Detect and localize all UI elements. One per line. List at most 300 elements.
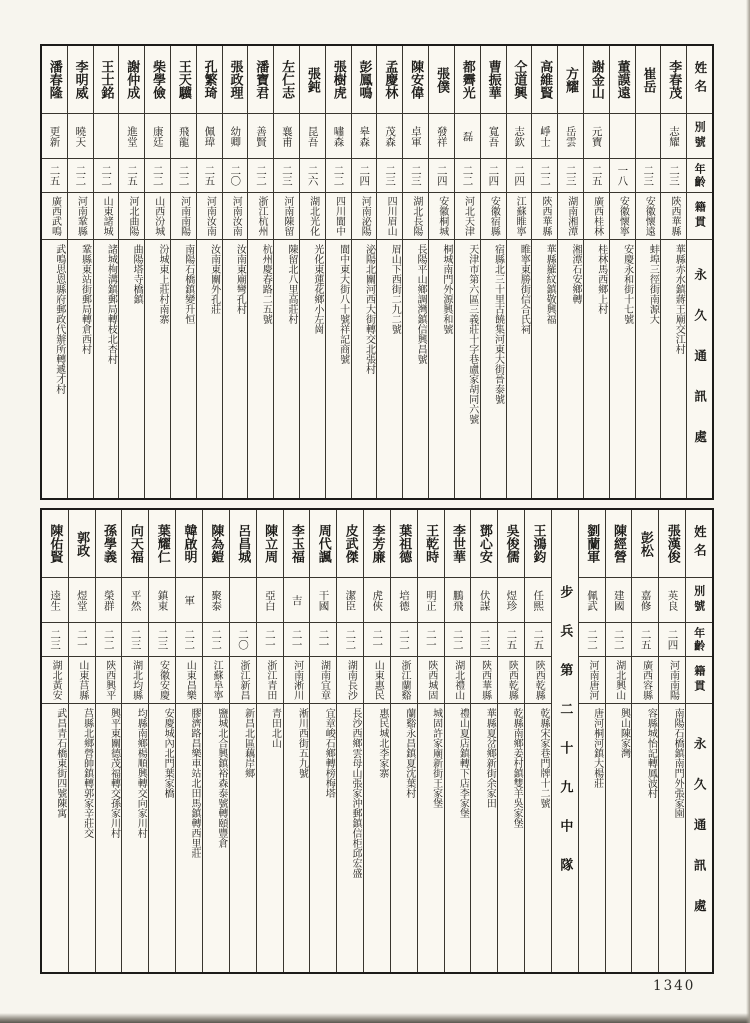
- address-cell: 均縣南鄉楊順興轉交向家川村: [135, 708, 147, 838]
- unit-divider-column: [551, 510, 578, 972]
- entry-column: [351, 46, 377, 498]
- origin-cell: 浙江青田: [257, 657, 283, 704]
- alias-cell: 寬吾: [481, 114, 506, 159]
- address-cell: 武昌青石橋東街四號陳寓: [54, 708, 66, 818]
- header-name-label: 姓名: [686, 510, 712, 578]
- register-table-bottom: [40, 508, 714, 974]
- address-cell: 南陽石橋鎮南門外張家園: [672, 708, 684, 818]
- alias-cell: 虎俠: [364, 578, 390, 623]
- address-cell: 蚌埠三徑街南源大: [647, 244, 659, 324]
- age-cell: 二二: [391, 623, 417, 657]
- entry-column: [68, 510, 95, 972]
- alias-cell: [94, 114, 119, 159]
- alias-cell: 佩武: [579, 578, 605, 623]
- alias-cell: 發祥: [429, 114, 454, 159]
- name-cell: 高維賢: [532, 46, 557, 114]
- entry-column: [336, 510, 363, 972]
- age-cell: 二六: [300, 159, 325, 193]
- address-cell: 禮山夏店鎮轉下店李家堡: [457, 708, 469, 818]
- age-cell: 二二: [203, 623, 229, 657]
- origin-cell: 陝西華縣: [532, 193, 557, 240]
- age-cell: 二四: [352, 159, 377, 193]
- alias-cell: 任熙: [525, 578, 551, 623]
- alias-cell: 聚泰: [203, 578, 229, 623]
- entry-column: [93, 46, 119, 498]
- origin-cell: 河北曲陽: [119, 193, 144, 240]
- entry-column: [376, 46, 402, 498]
- alias-cell: 皋森: [352, 114, 377, 159]
- age-cell: 二三: [274, 159, 299, 193]
- entry-column: [196, 46, 222, 498]
- address-cell: 青田北山: [269, 708, 281, 748]
- age-cell: 二三: [471, 623, 497, 657]
- address-cell: 泌陽北關河西大街轉交北張村: [363, 244, 375, 374]
- age-cell: 二二: [455, 159, 480, 193]
- alias-cell: 吉: [284, 578, 310, 623]
- alias-cell: 志欽: [507, 114, 532, 159]
- alias-cell: 元寶: [584, 114, 609, 159]
- age-cell: 二二: [532, 159, 557, 193]
- origin-cell: 陝西興平: [96, 657, 122, 704]
- age-cell: 二二: [171, 159, 196, 193]
- name-cell: 柴學儉: [145, 46, 170, 114]
- name-cell: 王士銘: [94, 46, 119, 114]
- name-cell: 王乾時: [418, 510, 444, 578]
- origin-cell: 湖北均縣: [122, 657, 148, 704]
- address-cell: 湘潭石安鄉轉: [569, 244, 581, 304]
- alias-cell: 英良: [659, 578, 685, 623]
- origin-cell: 浙江蘭谿: [391, 657, 417, 704]
- origin-cell: 山東昌樂: [176, 657, 202, 704]
- page-number: 1340: [653, 978, 696, 994]
- age-cell: 二三: [149, 623, 175, 657]
- alias-cell: 茂森: [377, 114, 402, 159]
- name-cell: 陳佑賢: [42, 510, 68, 578]
- age-cell: 二四: [429, 159, 454, 193]
- address-cell: 鞏縣東站街郵局轉倉西村: [79, 244, 91, 354]
- origin-cell: 湖南宜章: [310, 657, 336, 704]
- origin-cell: 河南汝南: [223, 193, 248, 240]
- age-cell: 二五: [197, 159, 222, 193]
- name-cell: 謝金山: [584, 46, 609, 114]
- age-cell: 二五: [584, 159, 609, 193]
- address-cell: 睢寧東勝街信合氏祠: [518, 244, 530, 334]
- alias-cell: [610, 114, 635, 159]
- header-name-label: 姓名: [687, 46, 712, 114]
- age-cell: 二二: [94, 159, 119, 193]
- origin-cell: 河南陳留: [274, 193, 299, 240]
- address-cell: 曲陽塔寺橋鎮: [131, 244, 143, 304]
- alias-cell: [636, 114, 661, 159]
- origin-cell: 湖北禮山: [445, 657, 471, 704]
- address-cell: 淅川西街五九號: [296, 708, 308, 778]
- alias-cell: 善賢: [248, 114, 273, 159]
- name-cell: 仝道興: [507, 46, 532, 114]
- name-cell: 李世華: [445, 510, 471, 578]
- address-cell: 華縣羅紋鎮敬興福: [544, 244, 556, 324]
- name-cell: 潘寶君: [248, 46, 273, 114]
- address-cell: 汝南東關外孔莊: [208, 244, 220, 314]
- name-cell: 曹振華: [481, 46, 506, 114]
- age-cell: 二二: [337, 623, 363, 657]
- header-age-label: 年齡: [687, 159, 712, 193]
- entry-column: [609, 46, 635, 498]
- entry-column: [658, 510, 685, 972]
- name-cell: 葉祖德: [391, 510, 417, 578]
- origin-cell: 陝西城固: [418, 657, 444, 704]
- address-cell: 杭州慶春路二五號: [260, 244, 272, 324]
- origin-cell: 陝西華縣: [471, 657, 497, 704]
- entry-column: [531, 46, 557, 498]
- address-cell: 新昌北區藕岸鄉: [242, 708, 254, 778]
- age-cell: 二二: [445, 623, 471, 657]
- age-cell: 二一: [284, 623, 310, 657]
- alias-cell: 嘉修: [632, 578, 658, 623]
- origin-cell: 江蘇睢寧: [507, 193, 532, 240]
- name-cell: 呂昌城: [230, 510, 256, 578]
- alias-cell: 建國: [606, 578, 632, 623]
- alias-cell: 亞白: [257, 578, 283, 623]
- age-cell: 二五: [632, 623, 658, 657]
- name-cell: 鄧心安: [471, 510, 497, 578]
- age-cell: 二二: [96, 623, 122, 657]
- entry-column: [118, 46, 144, 498]
- entry-column: [256, 510, 283, 972]
- entry-column: [121, 510, 148, 972]
- entry-column: [144, 46, 170, 498]
- name-cell: 董謨遠: [610, 46, 635, 114]
- origin-cell: 河南汝南: [197, 193, 222, 240]
- alias-cell: [230, 578, 256, 623]
- age-cell: 二二: [326, 159, 351, 193]
- address-cell: 武鳴思恩縣府郵政代辦所轉遞才村: [53, 244, 65, 394]
- name-cell: 張漢俊: [659, 510, 685, 578]
- address-cell: 汝南東廟彎孔村: [234, 244, 246, 314]
- alias-cell: 曉天: [68, 114, 93, 159]
- age-cell: 二二: [579, 623, 605, 657]
- age-cell: 一八: [610, 159, 635, 193]
- age-cell: 二三: [377, 159, 402, 193]
- origin-cell: 浙江新昌: [230, 657, 256, 704]
- origin-cell: 湖南長沙: [337, 657, 363, 704]
- origin-cell: 安徽懷遠: [636, 193, 661, 240]
- origin-cell: 湖北長陽: [403, 193, 428, 240]
- age-cell: 二三: [558, 159, 583, 193]
- age-cell: 二五: [119, 159, 144, 193]
- alias-cell: 干國: [310, 578, 336, 623]
- name-cell: 張樹虎: [326, 46, 351, 114]
- origin-cell: 廣西桂林: [584, 193, 609, 240]
- name-cell: 皮武傑: [337, 510, 363, 578]
- entry-column: [578, 510, 605, 972]
- age-cell: 二二: [176, 623, 202, 657]
- origin-cell: 湖北興山: [606, 657, 632, 704]
- entry-column: [660, 46, 686, 498]
- name-cell: 李芳廉: [364, 510, 390, 578]
- name-cell: 方耀: [558, 46, 583, 114]
- entry-column: [229, 510, 256, 972]
- name-cell: 孔繁琦: [197, 46, 222, 114]
- alias-cell: 進堂: [119, 114, 144, 159]
- origin-cell: 安徽懷寧: [610, 193, 635, 240]
- scan-edge-bottom: [0, 1013, 750, 1023]
- origin-cell: 四川眉山: [377, 193, 402, 240]
- name-cell: 孟慶林: [377, 46, 402, 114]
- age-cell: 二〇: [230, 623, 256, 657]
- name-cell: 李明威: [68, 46, 93, 114]
- address-cell: 宿縣北三十里古饒集河東大街晉泰號: [492, 244, 504, 404]
- alias-cell: 明正: [418, 578, 444, 623]
- name-cell: 彭鳳鳴: [352, 46, 377, 114]
- alias-cell: 平然: [122, 578, 148, 623]
- address-cell: 桐城南門外源興和號: [440, 244, 452, 334]
- unit-name: 步兵第二十九中隊: [557, 585, 573, 897]
- origin-cell: 河南南陽: [659, 657, 685, 704]
- address-cell: 長陽平山鄉調灣鎮信興昌號: [415, 244, 427, 364]
- origin-cell: 山西汾城: [145, 193, 170, 240]
- address-cell: 宜章峻石鄉轉榜梅塔: [323, 708, 335, 798]
- age-cell: 二二: [606, 623, 632, 657]
- entry-column: [417, 510, 444, 972]
- address-cell: 安慶永和街十七號: [621, 244, 633, 324]
- origin-cell: 江蘇阜寧: [203, 657, 229, 704]
- header-address-label: 永久通訊處: [692, 267, 708, 471]
- entry-column: [175, 510, 202, 972]
- address-cell: 鹽城北合興鎮裕森泰號轉頤豐倉: [215, 708, 227, 848]
- alias-cell: 昆吾: [300, 114, 325, 159]
- alias-cell: 崢士: [532, 114, 557, 159]
- entry-column: [222, 46, 248, 498]
- address-cell: 華縣赤水鎮蔣王廟交江村: [673, 244, 685, 354]
- address-cell: 蘭谿永昌鎮夏沈葉村: [403, 708, 415, 798]
- entry-column: [454, 46, 480, 498]
- name-cell: 陳經營: [606, 510, 632, 578]
- origin-cell: 河北天津: [455, 193, 480, 240]
- entry-column: [247, 46, 273, 498]
- alias-cell: 煜珍: [498, 578, 524, 623]
- name-cell: 崔岳: [636, 46, 661, 114]
- alias-cell: 鵬飛: [445, 578, 471, 623]
- entry-column: [202, 510, 229, 972]
- origin-cell: 湖南湘潭: [558, 193, 583, 240]
- entry-column: [605, 510, 632, 972]
- age-cell: 二〇: [223, 159, 248, 193]
- alias-cell: 襄甫: [274, 114, 299, 159]
- age-cell: 二四: [481, 159, 506, 193]
- age-cell: 二二: [248, 159, 273, 193]
- alias-cell: 逵生: [42, 578, 68, 623]
- age-cell: 二一: [418, 623, 444, 657]
- address-cell: 天津市第六區三義莊十字巷盧家胡同六號: [466, 244, 478, 424]
- entry-column: [325, 46, 351, 498]
- name-cell: 都霽光: [455, 46, 480, 114]
- name-cell: 王鴻鈞: [525, 510, 551, 578]
- entry-column: [583, 46, 609, 498]
- origin-cell: 四川閬中: [326, 193, 351, 240]
- name-cell: 郭政: [69, 510, 95, 578]
- alias-cell: 卓軍: [403, 114, 428, 159]
- entry-column: [390, 510, 417, 972]
- age-cell: 二五: [42, 159, 67, 193]
- address-cell: 乾縣宋家巷門牌十二號: [537, 708, 549, 808]
- address-cell: 光化東蓮花鄉小左崗: [311, 244, 323, 334]
- entry-column: [444, 510, 471, 972]
- alias-cell: 潔臣: [337, 578, 363, 623]
- alias-cell: 煜堂: [69, 578, 95, 623]
- address-cell: 膠濟路昌樂車站北田馬鎮轉西里莊: [188, 708, 200, 858]
- age-cell: 二五: [498, 623, 524, 657]
- entry-column: [428, 46, 454, 498]
- name-cell: 陳為鎧: [203, 510, 229, 578]
- origin-cell: 湖北光化: [300, 193, 325, 240]
- name-cell: 張政理: [223, 46, 248, 114]
- name-cell: 吳俊儒: [498, 510, 524, 578]
- header-column: [685, 510, 712, 972]
- origin-cell: 山東莒縣: [69, 657, 95, 704]
- age-cell: 二一: [257, 623, 283, 657]
- age-cell: 二三: [636, 159, 661, 193]
- header-alias-label: 別號: [687, 114, 712, 159]
- scan-edge-right: [746, 0, 750, 1023]
- entry-column: [363, 510, 390, 972]
- entry-column: [148, 510, 175, 972]
- address-cell: 安慶城內北門葉家橋: [162, 708, 174, 798]
- alias-cell: 飛龍: [171, 114, 196, 159]
- alias-cell: 志耀: [661, 114, 686, 159]
- origin-cell: 廣西容縣: [632, 657, 658, 704]
- address-cell: 眉山下西街二九二號: [389, 244, 401, 334]
- origin-cell: 安徽宿縣: [481, 193, 506, 240]
- entry-column: [283, 510, 310, 972]
- name-cell: 李春茂: [661, 46, 686, 114]
- origin-cell: 河南泌陽: [352, 193, 377, 240]
- alias-cell: 佩瑋: [197, 114, 222, 159]
- entry-column: [42, 46, 67, 498]
- name-cell: 孫學義: [96, 510, 122, 578]
- entry-column: [170, 46, 196, 498]
- entry-column: [524, 510, 551, 972]
- origin-cell: 浙江杭州: [248, 193, 273, 240]
- entry-column: [631, 510, 658, 972]
- name-cell: 葉耀仁: [149, 510, 175, 578]
- age-cell: 二三: [661, 159, 686, 193]
- address-cell: 桂林馬西鄉上村: [595, 244, 607, 314]
- age-cell: 二三: [403, 159, 428, 193]
- name-cell: 李玉福: [284, 510, 310, 578]
- entry-column: [309, 510, 336, 972]
- entry-column: [557, 46, 583, 498]
- age-cell: 二二: [145, 159, 170, 193]
- alias-cell: 幼卿: [223, 114, 248, 159]
- age-cell: 二三: [122, 623, 148, 657]
- entry-column: [273, 46, 299, 498]
- address-cell: 華縣夏岔鄉新街余家田: [484, 708, 496, 808]
- alias-cell: 磊: [455, 114, 480, 159]
- alias-cell: 軍: [176, 578, 202, 623]
- name-cell: 陳安偉: [403, 46, 428, 114]
- age-cell: 二一: [364, 623, 390, 657]
- address-cell: 陳留北八里高莊村: [286, 244, 297, 324]
- address-cell: 唐河桐河鎮大楊莊: [591, 708, 603, 788]
- origin-cell: 河南唐河: [579, 657, 605, 704]
- name-cell: 左仁志: [274, 46, 299, 114]
- origin-cell: 湖北黃安: [42, 657, 68, 704]
- register-table-top: [40, 44, 714, 500]
- alias-cell: 鎮東: [149, 578, 175, 623]
- age-cell: 二五: [525, 623, 551, 657]
- name-cell: 張僕: [429, 46, 454, 114]
- address-cell: 容縣城怡記轉鳳波村: [645, 708, 657, 798]
- alias-cell: 榮群: [96, 578, 122, 623]
- entry-column: [497, 510, 524, 972]
- entry-column: [67, 46, 93, 498]
- header-origin-label: 籍貫: [686, 657, 712, 704]
- alias-cell: 培德: [391, 578, 417, 623]
- name-cell: 張鈍: [300, 46, 325, 114]
- name-cell: 陳立周: [257, 510, 283, 578]
- name-cell: 王天驥: [171, 46, 196, 114]
- header-column: [686, 46, 712, 498]
- entry-column: [42, 510, 68, 972]
- origin-cell: 安徽安慶: [149, 657, 175, 704]
- origin-cell: 山東諸城: [94, 193, 119, 240]
- address-cell: 閬中東大街八十號祥記商號: [337, 244, 349, 364]
- origin-cell: 安徽桐城: [429, 193, 454, 240]
- address-cell: 南陽石橋鎮變升恒: [182, 244, 194, 324]
- address-cell: 長沙西鄉雲母山張家沖郵鎮信柜邱宏盛: [350, 708, 362, 878]
- header-address-label: 永久通訊處: [692, 736, 708, 940]
- address-cell: 諸城栒溝鎮郵局轉枝北杏村: [105, 244, 117, 364]
- origin-cell: 河南淅川: [284, 657, 310, 704]
- alias-cell: 康廷: [145, 114, 170, 159]
- name-cell: 劉蘭軍: [579, 510, 605, 578]
- origin-cell: 河南南陽: [171, 193, 196, 240]
- alias-cell: 嘯森: [326, 114, 351, 159]
- header-alias-label: 別號: [686, 578, 712, 623]
- entry-column: [95, 510, 122, 972]
- name-cell: 彭松: [632, 510, 658, 578]
- header-age-label: 年齡: [686, 623, 712, 657]
- origin-cell: 山東惠民: [364, 657, 390, 704]
- address-cell: 莒縣北鄉營帥鎮轉郭家辛莊交: [81, 708, 93, 838]
- age-cell: 二一: [69, 623, 95, 657]
- age-cell: 二四: [659, 623, 685, 657]
- age-cell: 二三: [42, 623, 68, 657]
- name-cell: 韓啟明: [176, 510, 202, 578]
- alias-cell: 伏謀: [471, 578, 497, 623]
- name-cell: 周代諷: [310, 510, 336, 578]
- origin-cell: 陝西乾縣: [498, 657, 524, 704]
- age-cell: 二二: [68, 159, 93, 193]
- alias-cell: 岳雲: [558, 114, 583, 159]
- entry-column: [470, 510, 497, 972]
- address-cell: 惠民城北李家寨: [376, 708, 388, 778]
- address-cell: 興平東關德茂福轉交孫家川村: [108, 708, 120, 838]
- address-cell: 汾城東上莊村南寨: [156, 244, 168, 324]
- name-cell: 潘春隆: [42, 46, 67, 114]
- entry-column: [506, 46, 532, 498]
- address-cell: 乾縣南鄉姜村鎮雙羊吳家堡: [511, 708, 523, 828]
- entry-column: [480, 46, 506, 498]
- alias-cell: 更新: [42, 114, 67, 159]
- address-cell: 興山陳家灣: [618, 708, 630, 758]
- age-cell: 二一: [310, 623, 336, 657]
- age-cell: 二四: [507, 159, 532, 193]
- address-cell: 城固許家廟新街王家堡: [430, 708, 442, 808]
- origin-cell: 河南鞏縣: [68, 193, 93, 240]
- entry-column: [402, 46, 428, 498]
- header-origin-label: 籍貫: [687, 193, 712, 240]
